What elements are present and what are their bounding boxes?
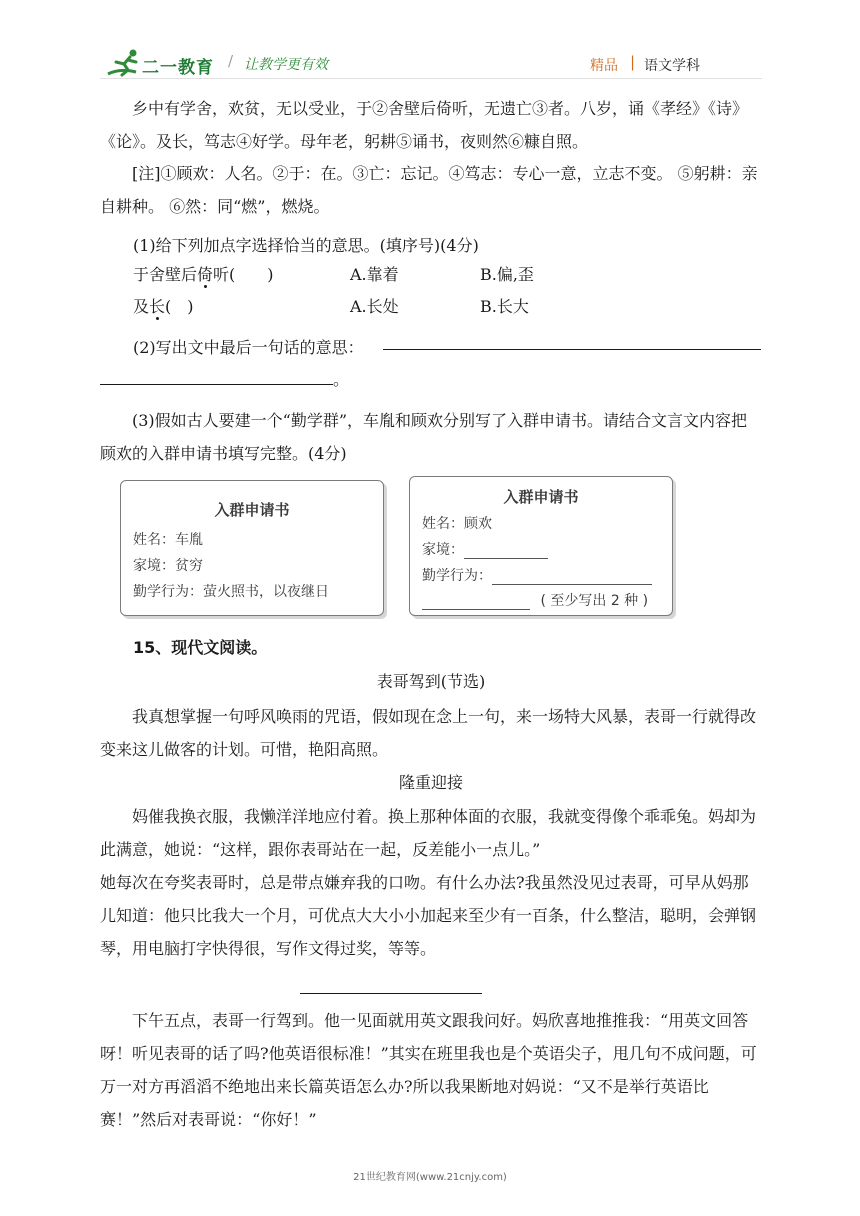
article-paragraph-3: 她每次在夸奖表哥时，总是带点嫌弃我的口吻。有什么办法?我虽然没见过表哥，可早从妈那儿知道：他只比我大一个月，可优点大大小小加起来至少有一百条，什么整洁，聪明，会弹钢琴，用电脑打字快得很，写作文得过奖，等等。 xyxy=(100,873,757,958)
card-2-action-blank-1[interactable] xyxy=(492,568,652,585)
q1-item-1-pre: 于舍壁后 xyxy=(133,265,198,284)
q1-item-1 xyxy=(133,263,274,287)
q2-answer-line-1[interactable] xyxy=(383,349,761,350)
q1-item-2-option-b[interactable]: B.长大 xyxy=(480,297,529,316)
article-title: 表哥驾到(节选) xyxy=(376,672,486,691)
quality-tag: 精品 xyxy=(590,58,618,74)
article-paragraph-4: 下午五点，表哥一行驾到。他一见面就用英文跟我问好。妈欣喜地推推我：“用英文回答呀！听见表哥的话了吗?他英语很标准！”其实在班里我也是个英语尖子，甩几句不成问题，可万一对方再滔滔不绝地出来长篇英语怎么办?所以我果断地对妈说：“又不是举行英语比赛！”然后对表哥说：“你好！” xyxy=(100,1011,757,1129)
q1-item-2-post: ( ) xyxy=(165,297,194,316)
brand-name: 二一教育 xyxy=(142,58,214,78)
card-1-family: 家境：贫穷 xyxy=(133,558,203,574)
article-subheading: 隆重迎接 xyxy=(398,773,463,792)
classical-paragraph: 乡中有学舍，欢贫，无以受业，于②舍壁后倚听，无遗亡③者。八岁，诵《孝经》《诗》《论》。及长，笃志④好学。母年老，躬耕⑤诵书，夜则然⑥糠自照。 xyxy=(100,99,749,151)
q2-answer-line-2[interactable] xyxy=(100,384,333,385)
section-divider-line xyxy=(300,993,482,994)
card-2-action-row-2 xyxy=(422,590,648,610)
header-rule xyxy=(100,78,762,79)
card-2-action-label: 勤学行为： xyxy=(422,568,492,584)
subject-label: 语文学科 xyxy=(644,58,700,74)
article-paragraph-1: 我真想掌握一句呼风唤雨的咒语，假如现在念上一句，来一场特大风暴，表哥一行就得改变来这儿做客的计划。可惜，艳阳高照。 xyxy=(100,707,757,759)
slash-divider: / xyxy=(228,52,234,70)
application-card-cheyin xyxy=(120,480,384,616)
card-2-name: 姓名：顾欢 xyxy=(422,516,492,532)
application-card-guhuan xyxy=(409,476,673,616)
page-footer: 21世纪教育网(www.21cnjy.com) xyxy=(353,1172,507,1183)
slogan: 让教学更有效 xyxy=(244,57,328,73)
tag-divider: | xyxy=(630,53,636,71)
card-1-action: 勤学行为：萤火照书，以夜继日 xyxy=(133,584,329,600)
q1-item-1-option-a[interactable]: A.靠着 xyxy=(350,265,399,284)
q1-item-1-post: 听( ) xyxy=(213,265,274,284)
card-2-action-blank-2[interactable] xyxy=(422,593,530,610)
q1-item-2 xyxy=(133,295,194,319)
q1-item-1-option-b[interactable]: B.偏,歪 xyxy=(480,265,534,284)
question-1-stem: (1)给下列加点字选择恰当的意思。(填序号)(4分) xyxy=(133,236,479,255)
classical-notes: [注]①顾欢：人名。②于：在。③亡：忘记。④笃志：专心一意，立志不变。 ⑤躬耕：亲自耕种。 ⑥然：同“燃”，燃烧。 xyxy=(100,164,758,216)
q1-item-2-pre: 及 xyxy=(133,297,150,316)
question-15-heading: 15、现代文阅读。 xyxy=(133,638,268,657)
article-paragraph-2: 妈催我换衣服，我懒洋洋地应付着。换上那种体面的衣服，我就变得像个乖乖兔。妈却为此满意，她说：“这样，跟你表哥站在一起，反差能小一点儿。” xyxy=(100,807,757,859)
q1-item-2-option-a[interactable]: A.长处 xyxy=(350,297,399,316)
question-2-stem: (2)写出文中最后一句话的意思： xyxy=(133,338,364,357)
card-2-title: 入群申请书 xyxy=(503,488,579,506)
card-2-family-blank[interactable] xyxy=(464,542,548,559)
card-2-family-row xyxy=(422,539,548,559)
question-3-text: (3)假如古人要建一个“勤学群”，车胤和顾欢分别写了入群申请书。请结合文言文内容把顾欢的入群申请书填写完整。(4分) xyxy=(100,411,748,463)
card-1-name: 姓名：车胤 xyxy=(133,532,203,548)
card-2-hint: ( 至少写出 2 种 ) xyxy=(540,593,649,609)
q2-end-mark: 。 xyxy=(333,370,350,389)
card-1-title: 入群申请书 xyxy=(214,501,290,519)
card-2-family-label: 家境： xyxy=(422,542,464,558)
q1-item-2-dotted-char: 长 xyxy=(149,297,166,316)
q1-item-1-dotted-char: 倚 xyxy=(197,265,214,284)
runner-logo-icon xyxy=(106,48,146,78)
card-2-action-row xyxy=(422,565,652,585)
